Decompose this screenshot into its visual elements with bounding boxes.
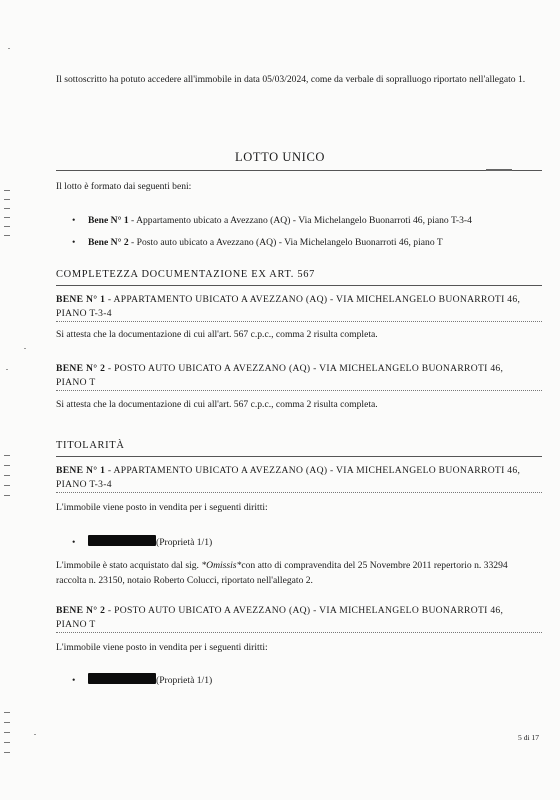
completezza-bene1-title (56, 293, 536, 320)
bene-title-text: - APPARTAMENTO UBICATO A AVEZZANO (AQ) - VIA MICHELANGELO BUONARROTI 46, PIANO T-3-4 (56, 294, 521, 319)
lotto-title-rule (56, 170, 542, 171)
bene-rule (56, 632, 542, 633)
completezza-heading: COMPLETEZZA DOCUMENTAZIONE EX ART. 567 (56, 269, 316, 280)
bene-rule (56, 321, 542, 322)
page-number: 5 di 17 (518, 733, 540, 742)
titolarita-bene1-acquisto (56, 558, 526, 588)
scan-speck (6, 369, 8, 370)
bene-title-text: - APPARTAMENTO UBICATO A AVEZZANO (AQ) - VIA MICHELANGELO BUONARROTI 46, PIANO T-3-4 (56, 465, 521, 490)
bene-label: Bene N° 1 (88, 215, 129, 226)
titolarita-bene1-intro: L'immobile viene posto in vendita per i seguenti diritti: (56, 502, 268, 513)
completezza-rule (56, 285, 542, 286)
bene-description: - Appartamento ubicato a Avezzano (AQ) - Via Michelangelo Buonarroti 46, piano T-3-4 (128, 215, 472, 226)
intro-paragraph: Il sottoscritto ha potuto accedere all'immobile in data 05/03/2024, come da verbale di sopralluogo riportato nell'allegato 1. (56, 74, 526, 85)
completezza-bene2-title (56, 362, 536, 389)
scan-speck (34, 734, 36, 735)
lotto-intro: Il lotto è formato dai seguenti beni: (56, 181, 192, 192)
scan-mark (486, 169, 512, 171)
titolarita-rule (56, 456, 542, 457)
bene-rule (56, 492, 542, 493)
bene-rule (56, 390, 542, 391)
bullet-icon: • (72, 237, 76, 248)
bullet-icon: • (72, 215, 76, 226)
scan-speck (8, 48, 10, 49)
redacted-owner (88, 535, 156, 546)
titolarita-heading: TITOLARITÀ (56, 440, 125, 451)
completezza-bene2-text: Si attesta che la documentazione di cui all'art. 567 c.p.c., comma 2 risulta completa. (56, 399, 378, 410)
omissis-text: *Omissis* (201, 560, 242, 571)
list-item (72, 236, 443, 250)
bullet-icon: • (72, 675, 76, 686)
redacted-owner (88, 673, 156, 684)
bene-label: Bene N° 2 (88, 237, 129, 248)
completezza-bene1-text: Si attesta che la documentazione di cui all'art. 567 c.p.c., comma 2 risulta completa. (56, 329, 378, 340)
bene-description: - Posto auto ubicato a Avezzano (AQ) - Via Michelangelo Buonarroti 46, piano T (128, 237, 443, 248)
bene-title-text: - POSTO AUTO UBICATO A AVEZZANO (AQ) - VIA MICHELANGELO BUONARROTI 46, PIANO T (56, 363, 504, 388)
list-item (72, 214, 472, 228)
list-item (72, 535, 212, 550)
lotto-title: LOTTO UNICO (234, 150, 326, 164)
list-item (72, 673, 212, 688)
bene-label: BENE N° 2 (56, 363, 106, 374)
bullet-icon: • (72, 537, 76, 548)
titolarita-bene1-title (56, 464, 536, 491)
acquisto-text: L'immobile è stato acquistato dal sig. (56, 560, 202, 571)
acquisto-text: con atto di compravendita del 25 Novembre 2011 repertorio n. 33294 raccolta n. 23150, notaio Roberto Colucci, riportato nell'allegato 2. (56, 560, 508, 586)
scan-speck (24, 348, 26, 349)
ownership-right: (Proprietà 1/1) (156, 537, 213, 548)
bene-label: BENE N° 1 (56, 294, 106, 305)
titolarita-bene2-intro: L'immobile viene posto in vendita per i seguenti diritti: (56, 642, 268, 653)
bene-title-text: - POSTO AUTO UBICATO A AVEZZANO (AQ) - VIA MICHELANGELO BUONARROTI 46, PIANO T (56, 605, 504, 630)
titolarita-bene2-title (56, 604, 536, 631)
bene-label: BENE N° 1 (56, 465, 106, 476)
bene-label: BENE N° 2 (56, 605, 106, 616)
ownership-right: (Proprietà 1/1) (156, 675, 213, 686)
